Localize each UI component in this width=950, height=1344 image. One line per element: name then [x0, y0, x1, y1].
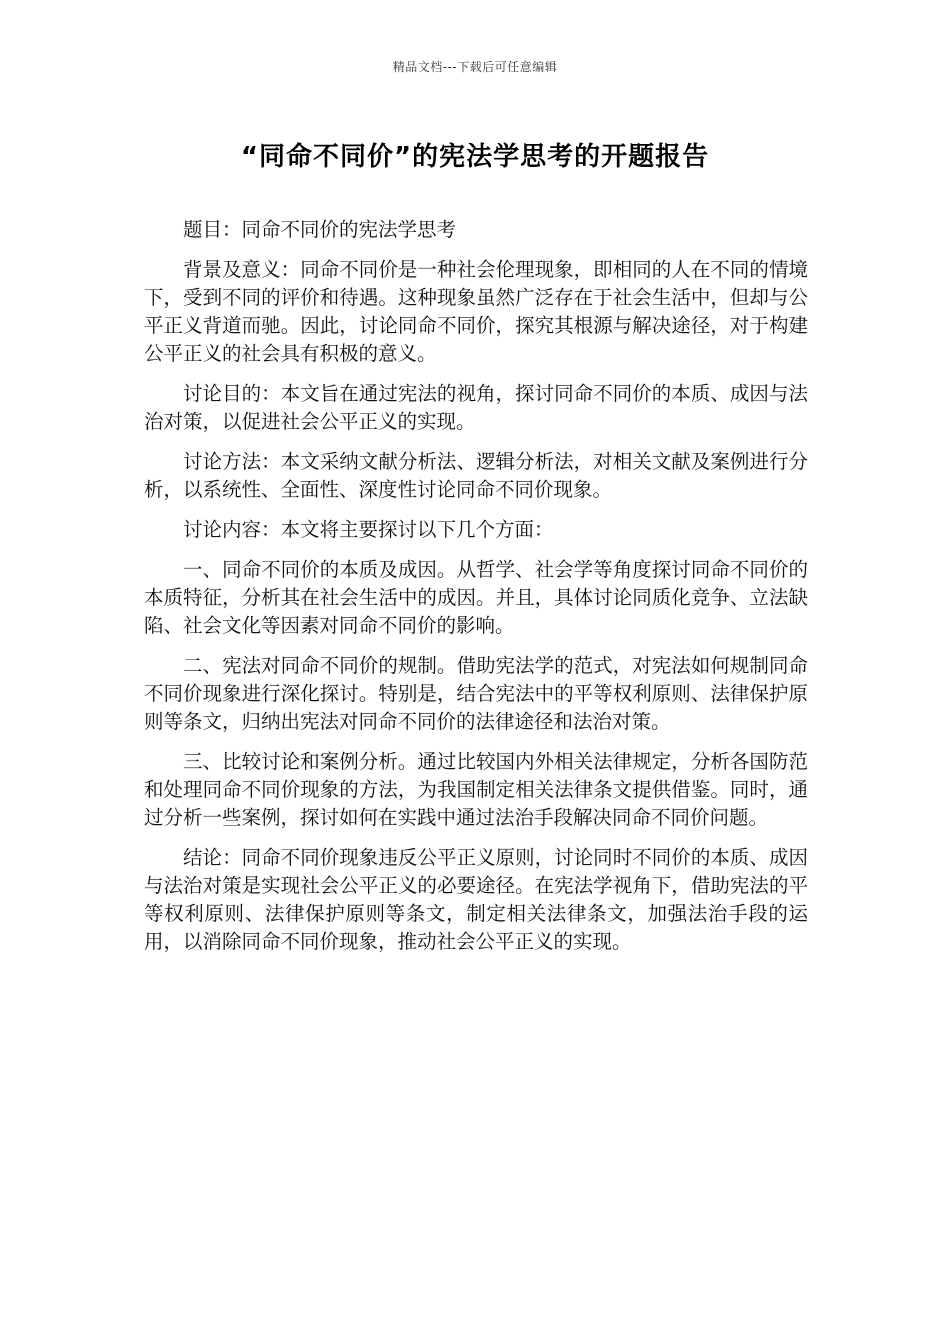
paragraph-section-three: 三、比较讨论和案例分析。通过比较国内外相关法律规定，分析各国防范和处理同命不同价现象的方法，为我国制定相关法律条文提供借鉴。同时，通过分析一些案例，探讨如何在实践中通过法治手段解决同命不同价问题。 — [144, 750, 808, 829]
document-title: “同命不同价”的宪法学思考的开题报告 — [240, 142, 710, 172]
header-note: 精品文档---下载后可任意编辑 — [392, 60, 558, 74]
paragraph-section-two: 二、宪法对同命不同价的规制。借助宪法学的范式，对宪法如何规制同命不同价现象进行深化探讨。特别是，结合宪法中的平等权利原则、法律保护原则等条文，归纳出宪法对同命不同价的法律途径和法治对策。 — [144, 654, 808, 733]
paragraph-conclusion: 结论：同命不同价现象违反公平正义原则，讨论同时不同价的本质、成因与法治对策是实现社会公平正义的必要途径。在宪法学视角下，借助宪法的平等权利原则、法律保护原则等条文，制定相关法律条文，加强法治手段的运用，以消除同命不同价现象，推动社会公平正义的实现。 — [144, 846, 808, 953]
paragraph-topic: 题目：同命不同价的宪法学思考 — [183, 218, 457, 241]
paragraph-content-intro: 讨论内容：本文将主要探讨以下几个方面： — [183, 518, 554, 541]
document-body — [144, 216, 808, 968]
paragraph-background: 背景及意义：同命不同价是一种社会伦理现象，即相同的人在不同的情境下，受到不同的评价和待遇。这种现象虽然广泛存在于社会生活中，但却与公平正义背道而驰。因此，讨论同命不同价，探究其根源与解决途径，对于构建公平正义的社会具有积极的意义。 — [144, 258, 808, 365]
paragraph-section-one: 一、同命不同价的本质及成因。从哲学、社会学等角度探讨同命不同价的本质特征，分析其在社会生活中的成因。并且，具体讨论同质化竞争、立法缺陷、社会文化等因素对同命不同价的影响。 — [144, 558, 808, 637]
paragraph-purpose: 讨论目的：本文旨在通过宪法的视角，探讨同命不同价的本质、成因与法治对策，以促进社会公平正义的实现。 — [144, 382, 808, 433]
paragraph-method: 讨论方法：本文采纳文献分析法、逻辑分析法，对相关文献及案例进行分析，以系统性、全面性、深度性讨论同命不同价现象。 — [144, 450, 808, 501]
